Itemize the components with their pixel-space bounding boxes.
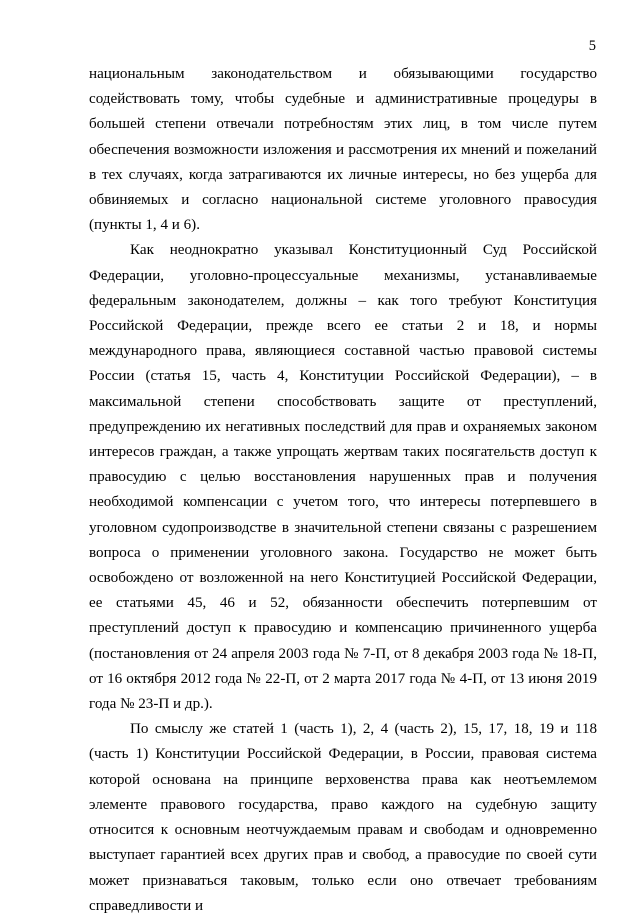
page-number: 5: [588, 38, 596, 54]
paragraph-constitutional-court-position: Как неоднократно указывал Конституционный Суд Российской Федерации, уголовно-процессуальные механизмы, устанавливаемые федеральным законодателем, должны – как того требуют Конституция Российской Федерации, прежде всего ее статьи 2 и 18, и нормы международного права, являющиеся составной частью правовой системы России (статья 15, часть 4, Конституции Российской Федерации), – в максимальной степени способствовать защите от преступлений, предупреждению их негативных последствий для прав и охраняемых законом интересов граждан, а также упрощать жертвам таких посягательств доступ к правосудию с целью восстановления нарушенных прав и получения необходимой компенсации с учетом того, что интересы потерпевшего в уголовном судопроизводстве в значительной степени связаны с разрешением вопроса о применении уголовного закона. Государство не может быть освобождено от возложенной на него Конституцией Российской Федерации, ее статьями 45, 46 и 52, обязанности обеспечить потерпевшим от преступлений доступ к правосудию и компенсацию причиненного ущерба (постановления от 24 апреля 2003 года № 7-П, от 8 декабря 2003 года № 18-П, от 16 октября 2012 года № 22-П, от 2 марта 2017 года № 4-П, от 13 июня 2019 года № 23-П и др.).: [89, 242, 597, 713]
paragraph-judicial-protection: По смыслу же статей 1 (часть 1), 2, 4 (часть 2), 15, 17, 18, 19 и 118 (часть 1) Конституции Российской Федерации, в России, правовая система которой основана на принципе верховенства права как неотъемлемом элементе правового государства, право каждого на судебную защиту относится к основным неотчуждаемым правам и свободам и одновременно выступает гарантией всех других прав и свобод, а правосудие по своей сути может признаваться таковым, только если оно отвечает требованиям справедливости и: [89, 721, 597, 914]
document-body: [89, 62, 597, 919]
paragraph-continuation: национальным законодательством и обязывающими государство содействовать тому, чтобы судебные и административные процедуры в большей степени отвечали потребностям этих лиц, в том числе путем обеспечения возможности изложения и рассмотрения их мнений и пожеланий в тех случаях, когда затрагиваются их личные интересы, но без ущерба для обвиняемых и согласно национальной системе уголовного правосудия (пункты 1, 4 и 6).: [89, 66, 597, 234]
